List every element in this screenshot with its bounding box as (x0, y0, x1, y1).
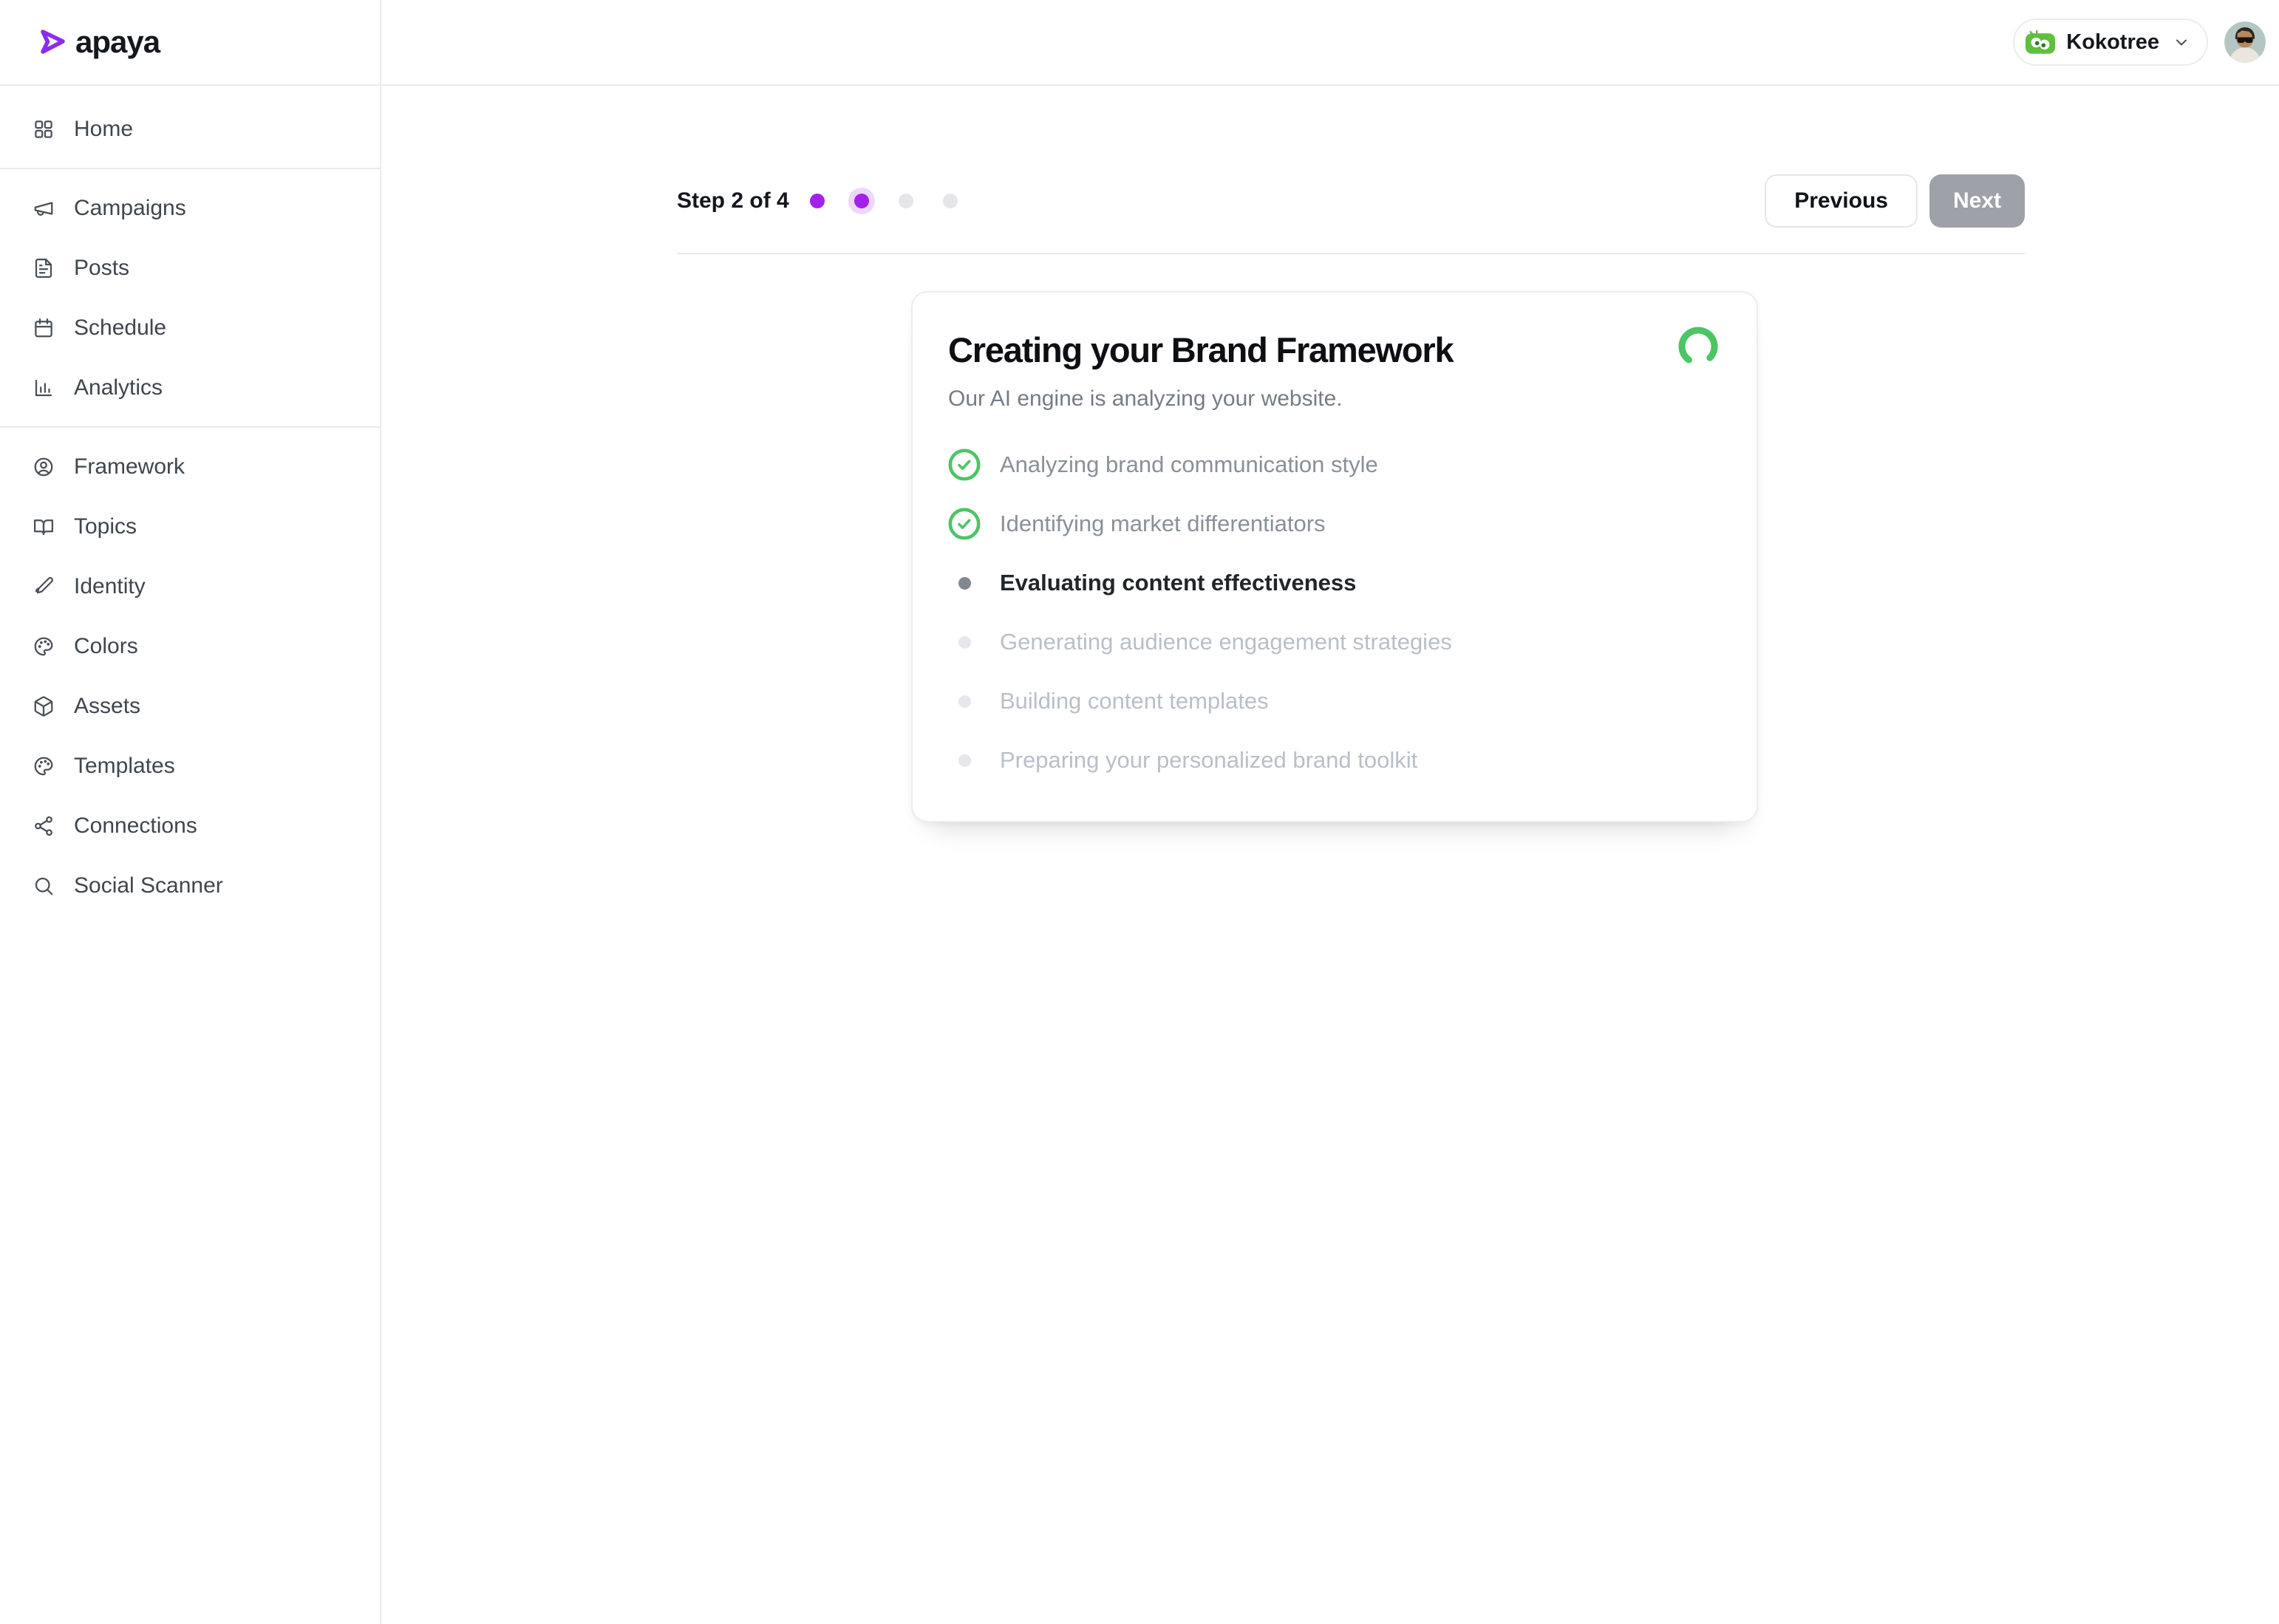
megaphone-icon (33, 197, 55, 219)
main-content (381, 0, 2279, 822)
sidebar-item-campaigns[interactable] (0, 178, 380, 238)
task-row (948, 685, 1721, 717)
step-label: Step 2 of 4 (677, 188, 789, 213)
bar-chart-icon (33, 377, 55, 399)
palette-icon (33, 635, 55, 658)
stepper-divider (677, 253, 2025, 254)
sidebar-item-label: Colors (74, 633, 138, 658)
sidebar-item-label: Home (74, 116, 134, 141)
sidebar-divider (0, 168, 380, 169)
task-row (948, 567, 1721, 599)
sidebar (0, 0, 381, 1624)
sidebar-nav (0, 86, 380, 915)
sidebar-item-connections[interactable] (0, 796, 380, 856)
task-row (948, 508, 1721, 540)
search-icon (33, 875, 55, 897)
sidebar-item-label: Identity (74, 573, 146, 598)
card-subtitle: Our AI engine is analyzing your website. (948, 386, 1343, 411)
sidebar-item-label: Analytics (74, 375, 163, 400)
sidebar-item-topics[interactable] (0, 497, 380, 556)
palette-icon (33, 755, 55, 777)
pending-dot-icon (948, 744, 981, 777)
sidebar-item-social-scanner[interactable] (0, 856, 380, 915)
previous-button[interactable]: Previous (1765, 174, 1918, 228)
step-dot-1 (810, 194, 825, 208)
step-dot-4 (943, 194, 958, 208)
check-circle-icon (948, 448, 981, 481)
share-icon (33, 815, 55, 837)
task-list (948, 448, 1721, 777)
sidebar-item-label: Schedule (74, 315, 167, 340)
sidebar-item-label: Topics (74, 514, 137, 539)
chevron-down-icon (2173, 33, 2190, 51)
stepper-row (677, 174, 2025, 228)
brand-framework-card (911, 291, 1758, 822)
task-label: Evaluating content effectiveness (1000, 570, 1357, 596)
apaya-arrow-icon (38, 27, 68, 57)
task-row (948, 448, 1721, 481)
task-row (948, 626, 1721, 658)
sidebar-item-label: Social Scanner (74, 873, 223, 898)
workspace-switcher[interactable] (2013, 18, 2208, 66)
book-open-icon (33, 516, 55, 538)
sidebar-item-identity[interactable] (0, 556, 380, 616)
step-dots (810, 194, 958, 208)
pending-dot-icon (948, 685, 981, 717)
user-avatar[interactable] (2224, 21, 2266, 63)
package-icon (33, 695, 55, 717)
sidebar-item-framework[interactable] (0, 437, 380, 497)
sidebar-item-label: Campaigns (74, 195, 186, 220)
task-label: Preparing your personalized brand toolkit (1000, 747, 1418, 773)
sidebar-item-colors[interactable] (0, 616, 380, 676)
calendar-icon (33, 317, 55, 339)
pending-dot-icon (948, 626, 981, 658)
sidebar-item-assets[interactable] (0, 676, 380, 736)
user-circle-icon (33, 456, 55, 478)
workspace-name: Kokotree (2066, 30, 2159, 54)
sidebar-item-home[interactable] (0, 99, 380, 159)
step-dot-3 (899, 194, 913, 208)
check-circle-icon (948, 508, 981, 540)
active-dot-icon (948, 567, 981, 599)
app-logo[interactable] (0, 0, 380, 86)
task-label: Analyzing brand communication style (1000, 451, 1378, 477)
task-label: Identifying market differentiators (1000, 511, 1326, 536)
app-logo-text: apaya (75, 24, 160, 59)
step-dot-2 (854, 194, 869, 208)
grid-icon (33, 118, 55, 140)
loading-spinner-icon (1678, 327, 1718, 366)
next-button[interactable]: Next (1929, 174, 2025, 228)
document-icon (33, 257, 55, 279)
sidebar-item-label: Posts (74, 255, 130, 280)
task-row (948, 744, 1721, 777)
card-title: Creating your Brand Framework (948, 330, 1454, 369)
sidebar-item-posts[interactable] (0, 238, 380, 298)
kokotree-logo-icon (2025, 30, 2056, 55)
sidebar-item-templates[interactable] (0, 736, 380, 796)
sidebar-item-label: Assets (74, 693, 141, 718)
avatar-image (2224, 21, 2266, 63)
top-bar (381, 0, 2279, 86)
sidebar-item-label: Framework (74, 454, 185, 479)
sidebar-item-analytics[interactable] (0, 358, 380, 417)
task-label: Building content templates (1000, 688, 1269, 714)
paintbrush-icon (33, 576, 55, 598)
sidebar-item-label: Templates (74, 753, 175, 778)
task-label: Generating audience engagement strategies (1000, 629, 1452, 655)
sidebar-item-schedule[interactable] (0, 298, 380, 358)
sidebar-divider (0, 426, 380, 428)
sidebar-item-label: Connections (74, 813, 197, 838)
